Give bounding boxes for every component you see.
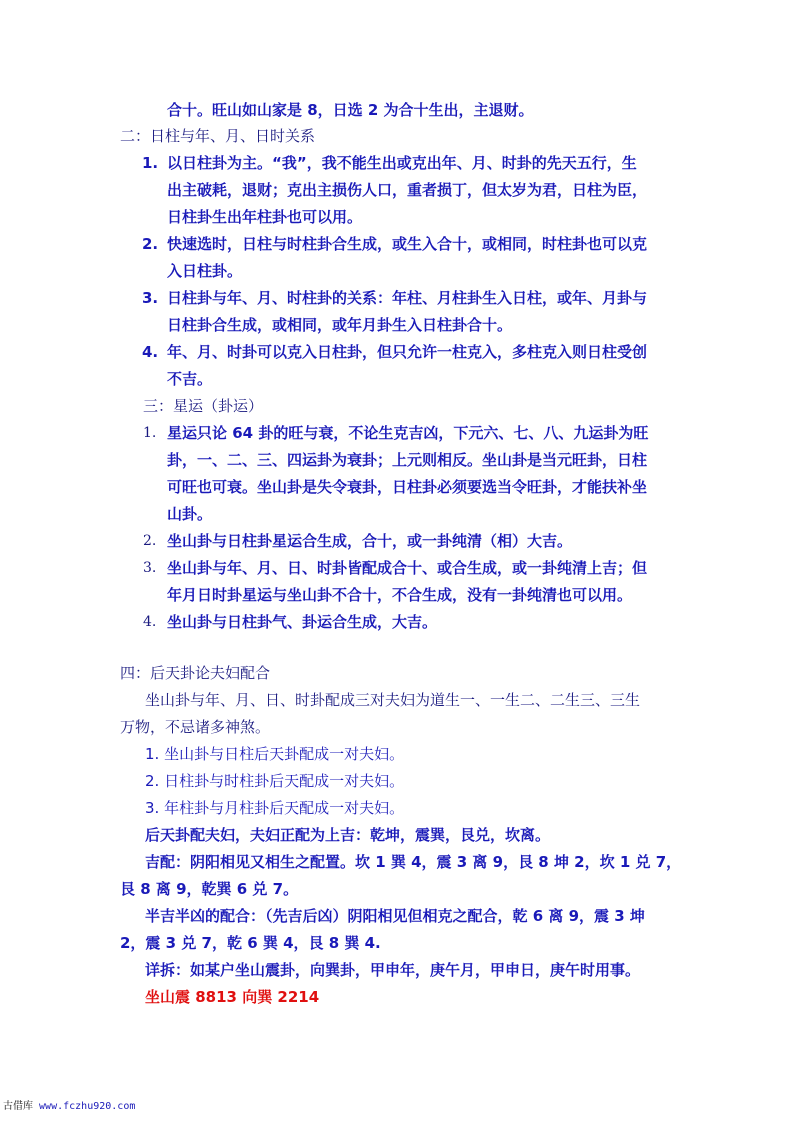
list-item: 2. 日柱卦与时柱卦后天配成一对夫妇。 bbox=[145, 772, 405, 790]
text-line: 日柱卦生出年柱卦也可以用。 bbox=[167, 208, 363, 226]
text-line: 吉配：阴阳相见又相生之配置。坎 1 巽 4，震 3 离 9，艮 8 坤 2，坎 1 兑 7， bbox=[145, 853, 682, 871]
list-number: 1. bbox=[142, 154, 159, 172]
text-line: 坐山卦与日柱卦星运合生成，合十，或一卦纯清（相）大吉。 bbox=[167, 532, 573, 550]
list-item: 3. 年柱卦与月柱卦后天配成一对夫妇。 bbox=[145, 799, 405, 817]
list-number: 3. bbox=[142, 289, 159, 307]
highlight-line: 坐山震 8813 向巽 2214 bbox=[145, 988, 320, 1006]
text-line: 后天卦配夫妇，夫妇正配为上吉：乾坤，震巽，艮兑，坎离。 bbox=[145, 826, 551, 844]
text-line: 入日柱卦。 bbox=[167, 262, 243, 280]
list-number: 4. bbox=[143, 614, 157, 630]
text-line: 快速选时，日柱与时柱卦合生成，或生入合十，或相同，时柱卦也可以克 bbox=[167, 235, 648, 253]
text-line: 以日柱卦为主。“我”，我不能生出或克出年、月、时卦的先天五行，生 bbox=[167, 154, 637, 172]
footer bbox=[3, 1100, 135, 1114]
text-line: 艮 8 离 9，乾巽 6 兑 7。 bbox=[120, 880, 299, 898]
list-number: 2. bbox=[143, 533, 157, 549]
footer-url[interactable]: www.fczhu920.com bbox=[39, 1101, 136, 1112]
text-line: 坐山卦与年、月、日、时卦皆配成合十、或合生成，或一卦纯清上吉；但 bbox=[167, 559, 648, 577]
text-line: 日柱卦与年、月、时柱卦的关系：年柱、月柱卦生入日柱，或年、月卦与 bbox=[167, 289, 648, 307]
text-line: 年月日时卦星运与坐山卦不合十，不合生成，没有一卦纯清也可以用。 bbox=[167, 586, 633, 604]
section-heading-4: 四：后天卦论夫妇配合 bbox=[120, 664, 271, 682]
list-number: 3. bbox=[143, 560, 157, 576]
text-line: 不吉。 bbox=[167, 370, 213, 388]
text-line: 坐山卦与日柱卦气、卦运合生成，大吉。 bbox=[167, 613, 438, 631]
list-number: 4. bbox=[142, 343, 159, 361]
list-number: 2. bbox=[142, 235, 159, 253]
list-number: 1. bbox=[143, 425, 157, 441]
section-heading-2: 二：日柱与年、月、日时关系 bbox=[120, 127, 316, 145]
text-line: 万物，不忌诸多神煞。 bbox=[120, 718, 271, 736]
text-line: 日柱卦合生成，或相同，或年月卦生入日柱卦合十。 bbox=[167, 316, 513, 334]
text-line: 山卦。 bbox=[167, 505, 213, 523]
text-line: 坐山卦与年、月、日、时卦配成三对夫妇为道生一、一生二、二生三、三生 bbox=[145, 691, 641, 709]
text-line: 可旺也可衰。坐山卦是失令衰卦，日柱卦必须要选当令旺卦，才能扶补坐 bbox=[167, 478, 648, 496]
text-line: 星运只论 64 卦的旺与衰，不论生克吉凶，下元六、七、八、九运卦为旺 bbox=[167, 424, 649, 442]
list-item: 1. 坐山卦与日柱后天卦配成一对夫妇。 bbox=[145, 745, 405, 763]
text-line: 2，震 3 兑 7，乾 6 巽 4，艮 8 巽 4. bbox=[120, 934, 381, 952]
text-line: 年、月、时卦可以克入日柱卦，但只允许一柱克入，多柱克入则日柱受创 bbox=[167, 343, 648, 361]
text-line: 详拆：如某户坐山震卦，向巽卦，甲申年，庚午月，甲申日，庚午时用事。 bbox=[145, 961, 641, 979]
text-line: 半吉半凶的配合：（先吉后凶）阴阳相见但相克之配合，乾 6 离 9，震 3 坤 bbox=[145, 907, 645, 925]
text-line: 卦，一、二、三、四运卦为衰卦；上元则相反。坐山卦是当元旺卦，日柱 bbox=[167, 451, 648, 469]
text-line: 合十。旺山如山家是 8，日选 2 为合十生出，主退财。 bbox=[167, 101, 534, 119]
text-line: 出主破耗，退财；克出主损伤人口，重者损丁，但太岁为君，日柱为臣， bbox=[167, 181, 648, 199]
section-heading-3: 三：星运（卦运） bbox=[143, 397, 264, 415]
footer-site-name: 古借库 bbox=[3, 1101, 33, 1112]
